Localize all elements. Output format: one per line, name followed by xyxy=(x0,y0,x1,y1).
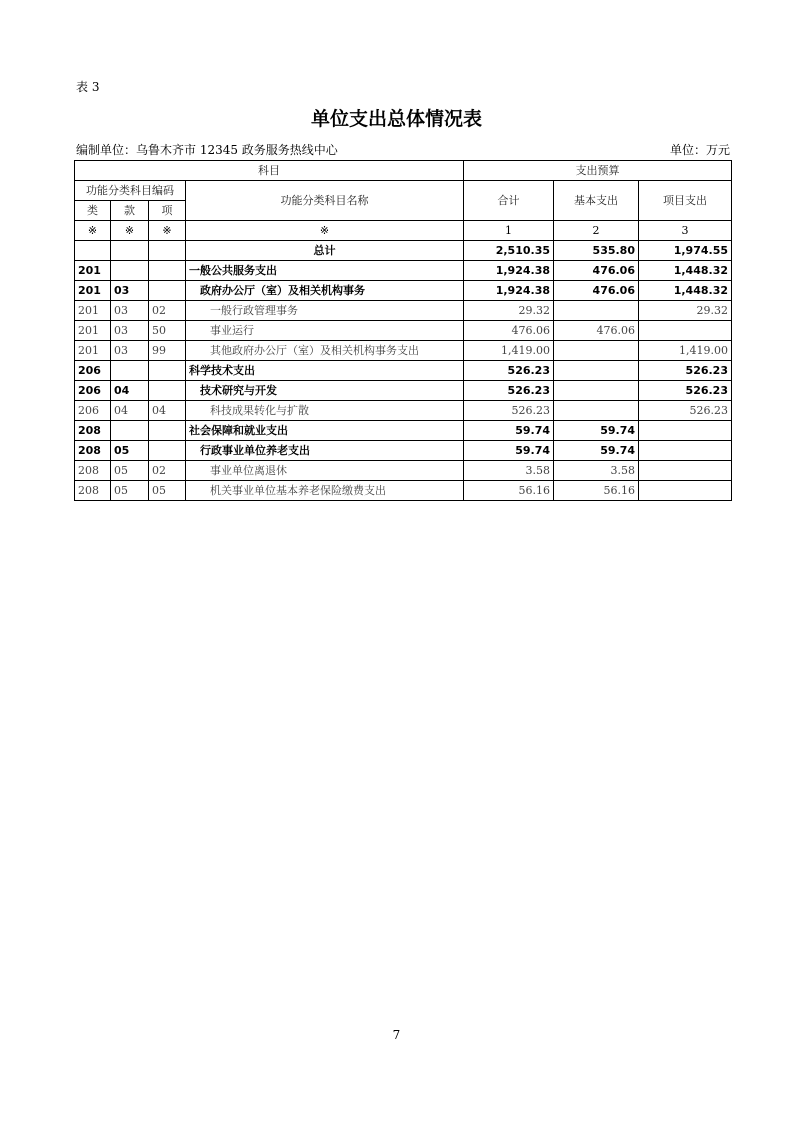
mark-name: ※ xyxy=(186,221,464,241)
cell-name: 事业运行 xyxy=(186,321,464,341)
cell-class: 201 xyxy=(75,321,111,341)
cell-section: 05 xyxy=(111,441,149,461)
cell-name: 一般行政管理事务 xyxy=(186,301,464,321)
cell-class: 201 xyxy=(75,301,111,321)
cell-total: 29.32 xyxy=(464,301,554,321)
cell-item xyxy=(149,421,186,441)
cell-name: 科技成果转化与扩散 xyxy=(186,401,464,421)
cell-name: 一般公共服务支出 xyxy=(186,261,464,281)
table-row xyxy=(75,361,732,381)
table-label: 表 3 xyxy=(76,80,100,94)
cell-class xyxy=(75,241,111,261)
header-code-group: 功能分类科目编码 xyxy=(75,181,186,201)
cell-project: 1,419.00 xyxy=(639,341,732,361)
cell-total: 1,924.38 xyxy=(464,261,554,281)
cell-total: 476.06 xyxy=(464,321,554,341)
cell-name: 技术研究与开发 xyxy=(186,381,464,401)
cell-section: 05 xyxy=(111,481,149,501)
cell-basic: 535.80 xyxy=(554,241,639,261)
cell-basic: 3.58 xyxy=(554,461,639,481)
cell-total: 526.23 xyxy=(464,381,554,401)
header-name: 功能分类科目名称 xyxy=(186,181,464,221)
cell-basic xyxy=(554,301,639,321)
cell-item: 50 xyxy=(149,321,186,341)
cell-class: 201 xyxy=(75,261,111,281)
cell-item xyxy=(149,281,186,301)
cell-project: 29.32 xyxy=(639,301,732,321)
header-item: 项 xyxy=(149,201,186,221)
cell-section: 04 xyxy=(111,381,149,401)
col-index-2: 2 xyxy=(554,221,639,241)
table-row xyxy=(75,261,732,281)
cell-section: 05 xyxy=(111,461,149,481)
cell-basic xyxy=(554,401,639,421)
cell-total: 3.58 xyxy=(464,461,554,481)
header-total: 合计 xyxy=(464,181,554,221)
cell-item xyxy=(149,441,186,461)
table-row xyxy=(75,421,732,441)
cell-class: 201 xyxy=(75,281,111,301)
table-row xyxy=(75,441,732,461)
cell-class: 208 xyxy=(75,481,111,501)
cell-basic: 476.06 xyxy=(554,281,639,301)
cell-class: 208 xyxy=(75,461,111,481)
compiling-unit: 编制单位：乌鲁木齐市 12345 政务服务热线中心 xyxy=(76,143,338,157)
cell-project xyxy=(639,461,732,481)
cell-class: 206 xyxy=(75,361,111,381)
header-class: 类 xyxy=(75,201,111,221)
cell-name: 机关事业单位基本养老保险缴费支出 xyxy=(186,481,464,501)
table-row xyxy=(75,401,732,421)
cell-section: 03 xyxy=(111,301,149,321)
cell-total: 1,924.38 xyxy=(464,281,554,301)
col-index-3: 3 xyxy=(639,221,732,241)
header-subject: 科目 xyxy=(75,161,464,181)
cell-name: 其他政府办公厅（室）及相关机构事务支出 xyxy=(186,341,464,361)
page-title: 单位支出总体情况表 xyxy=(310,108,482,130)
cell-item xyxy=(149,241,186,261)
cell-item xyxy=(149,361,186,381)
cell-class: 208 xyxy=(75,441,111,461)
cell-section: 04 xyxy=(111,401,149,421)
cell-item xyxy=(149,381,186,401)
table-row xyxy=(75,301,732,321)
expenditure-table xyxy=(74,160,732,501)
cell-section xyxy=(111,261,149,281)
cell-project: 526.23 xyxy=(639,361,732,381)
cell-total: 526.23 xyxy=(464,361,554,381)
header-budget: 支出预算 xyxy=(464,161,732,181)
cell-total: 526.23 xyxy=(464,401,554,421)
cell-project: 1,448.32 xyxy=(639,261,732,281)
cell-project xyxy=(639,481,732,501)
cell-section: 03 xyxy=(111,321,149,341)
cell-basic xyxy=(554,361,639,381)
mark-item: ※ xyxy=(149,221,186,241)
cell-project: 526.23 xyxy=(639,381,732,401)
cell-name: 行政事业单位养老支出 xyxy=(186,441,464,461)
cell-basic: 476.06 xyxy=(554,321,639,341)
currency-unit: 单位：万元 xyxy=(669,143,730,157)
cell-name: 事业单位离退休 xyxy=(186,461,464,481)
header-basic: 基本支出 xyxy=(554,181,639,221)
cell-project xyxy=(639,441,732,461)
col-index-1: 1 xyxy=(464,221,554,241)
header-section: 款 xyxy=(111,201,149,221)
table-row xyxy=(75,341,732,361)
cell-section xyxy=(111,421,149,441)
cell-basic: 56.16 xyxy=(554,481,639,501)
cell-section: 03 xyxy=(111,281,149,301)
table-row xyxy=(75,321,732,341)
cell-item: 99 xyxy=(149,341,186,361)
cell-class: 208 xyxy=(75,421,111,441)
table-row xyxy=(75,481,732,501)
cell-total: 1,419.00 xyxy=(464,341,554,361)
cell-item: 05 xyxy=(149,481,186,501)
cell-project xyxy=(639,321,732,341)
cell-project: 1,974.55 xyxy=(639,241,732,261)
cell-name: 总计 xyxy=(186,241,464,261)
table-row xyxy=(75,461,732,481)
cell-project xyxy=(639,421,732,441)
cell-project: 526.23 xyxy=(639,401,732,421)
cell-total: 59.74 xyxy=(464,441,554,461)
table-row xyxy=(75,241,732,261)
cell-item xyxy=(149,261,186,281)
cell-item: 02 xyxy=(149,301,186,321)
header-project: 项目支出 xyxy=(639,181,732,221)
mark-section: ※ xyxy=(111,221,149,241)
cell-total: 59.74 xyxy=(464,421,554,441)
cell-basic: 476.06 xyxy=(554,261,639,281)
cell-class: 206 xyxy=(75,381,111,401)
cell-section xyxy=(111,241,149,261)
table-row xyxy=(75,281,732,301)
cell-class: 201 xyxy=(75,341,111,361)
cell-basic: 59.74 xyxy=(554,441,639,461)
page-number: 7 xyxy=(392,1028,401,1042)
cell-section: 03 xyxy=(111,341,149,361)
cell-name: 社会保障和就业支出 xyxy=(186,421,464,441)
cell-total: 56.16 xyxy=(464,481,554,501)
cell-class: 206 xyxy=(75,401,111,421)
cell-section xyxy=(111,361,149,381)
mark-class: ※ xyxy=(75,221,111,241)
cell-item: 04 xyxy=(149,401,186,421)
cell-project: 1,448.32 xyxy=(639,281,732,301)
cell-item: 02 xyxy=(149,461,186,481)
cell-basic xyxy=(554,341,639,361)
table-row xyxy=(75,381,732,401)
cell-basic: 59.74 xyxy=(554,421,639,441)
cell-basic xyxy=(554,381,639,401)
cell-name: 政府办公厅（室）及相关机构事务 xyxy=(186,281,464,301)
cell-total: 2,510.35 xyxy=(464,241,554,261)
cell-name: 科学技术支出 xyxy=(186,361,464,381)
